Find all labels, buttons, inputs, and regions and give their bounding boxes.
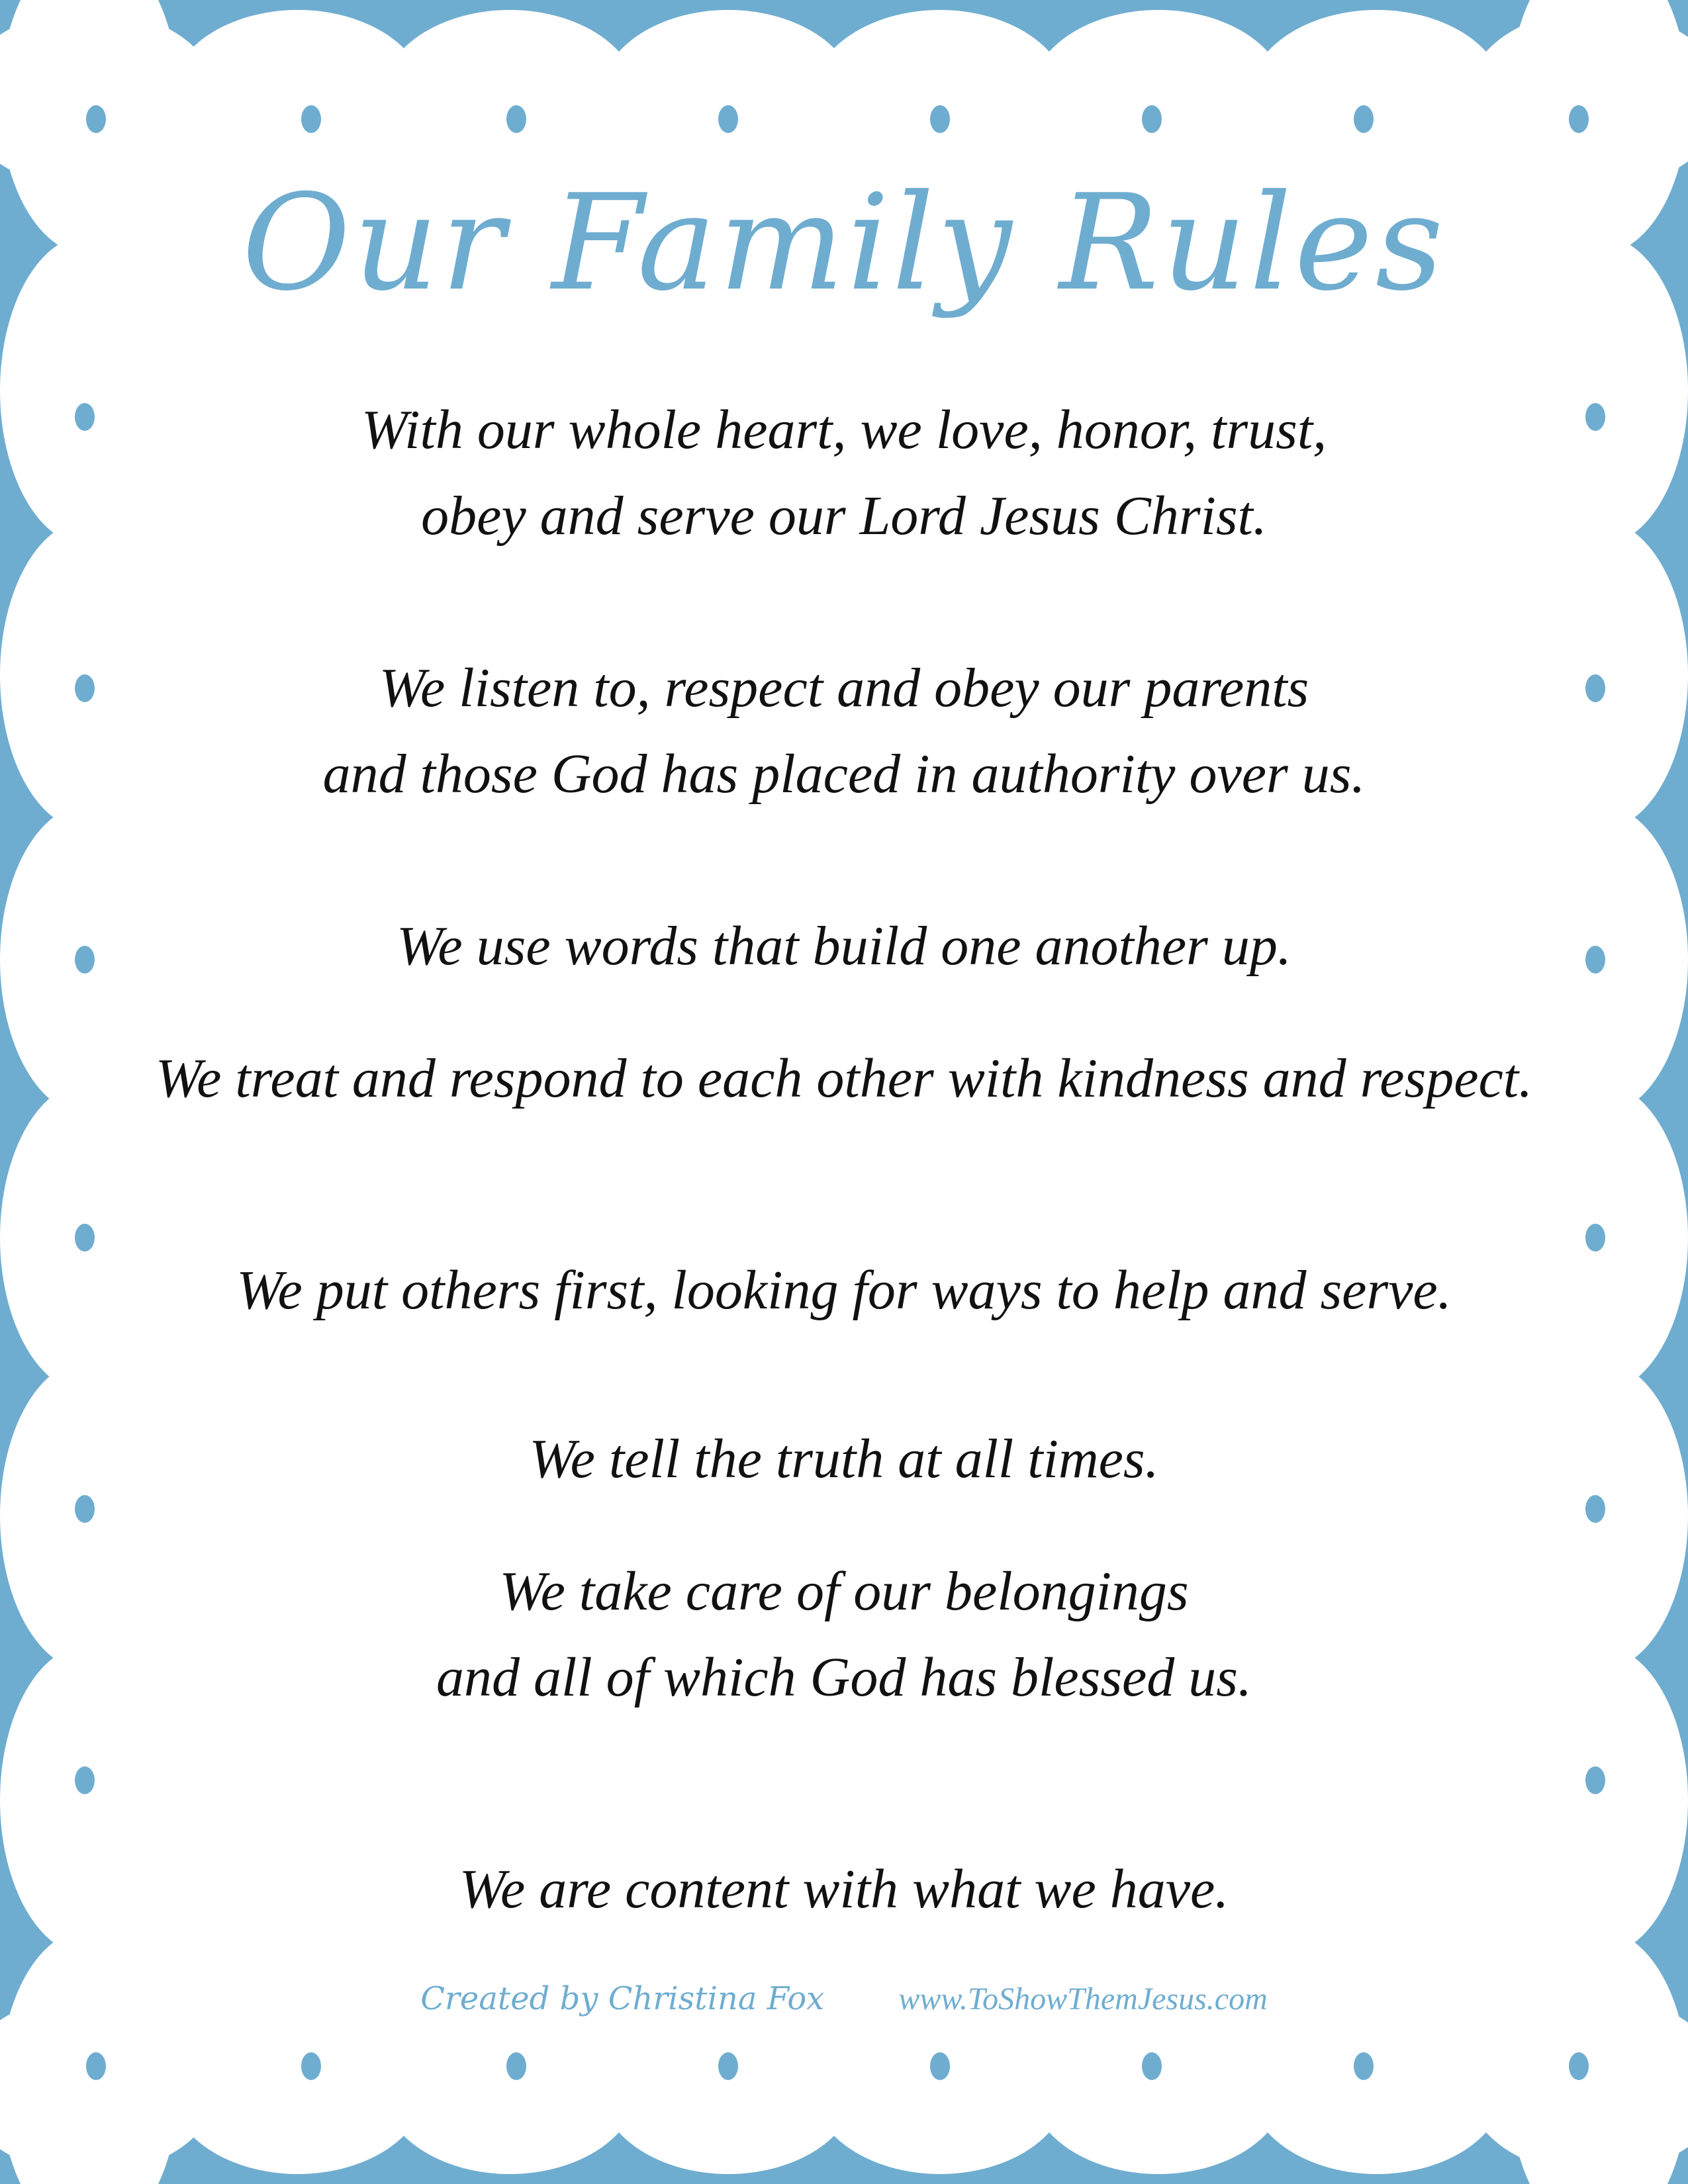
rule-2-line-2: and those God has placed in authority over us. [322,743,1366,805]
page-title: Our Family Rules [242,166,1446,320]
rule-1-line-1: With our whole heart, we love, honor, trust, [361,399,1327,461]
rule-4-line-1: We treat and respond to each other with kindness and respect. [155,1048,1533,1109]
rule-2-line-1: We listen to, respect and obey our parents [379,657,1309,719]
footer-credit: Created by Christina Fox [420,1980,825,2017]
rule-3-line-1: We use words that build one another up. [397,915,1291,977]
rule-6-line-1: We tell the truth at all times. [529,1428,1159,1490]
footer-website: www.ToShowThemJesus.com [898,1981,1268,2017]
footer [0,1976,1688,2023]
rule-2 [0,645,1688,817]
rule-8 [0,1846,1688,1933]
rule-8-line-1: We are content with what we have. [459,1858,1229,1920]
rule-6 [0,1416,1688,1502]
rule-7-line-1: We take care of our belongings [499,1561,1189,1622]
rule-1 [0,387,1688,559]
rule-3 [0,903,1688,989]
rule-4 [0,1036,1688,1122]
rule-5 [0,1248,1688,1334]
rule-1-line-2: obey and serve our Lord Jesus Christ. [421,485,1267,547]
rule-7 [0,1549,1688,1721]
rule-5-line-1: We put others first, looking for ways to help and serve. [236,1259,1452,1321]
rule-7-line-2: and all of which God has blessed us. [436,1647,1252,1708]
